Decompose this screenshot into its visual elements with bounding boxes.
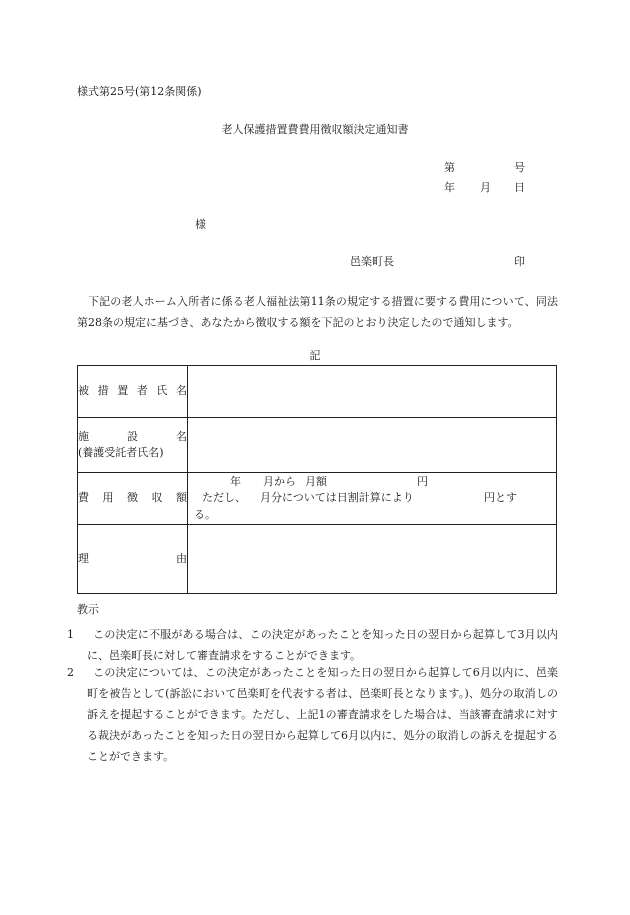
body-text: 下記の老人ホーム入所者に係る老人福祉法第11条の規定する措置に要する費用について、同法第28条の規定に基づき、あなたから徴収する額を下記のとおり決定したので通知します。: [77, 295, 558, 329]
doc-number-suffix: 号: [514, 161, 525, 174]
label-char: 名: [176, 429, 187, 443]
label-char: 収: [151, 491, 163, 505]
doc-number-label: 第: [444, 161, 455, 174]
label-fee-amount: [78, 473, 188, 525]
label-char: 徴: [127, 491, 138, 505]
label-char: 氏: [156, 384, 168, 398]
fee-daily-yen: 円とす: [484, 491, 517, 505]
fee-proviso: ただし、: [202, 491, 246, 505]
date-month: 月: [480, 181, 491, 194]
instruction-text: この決定については、この決定があったことを知った日の翌日から起算して6月以内に、邑楽町を被告として(訴訟において邑楽町を代表する者は、邑楽町長となります。)、処分の取消しの訴えを提起することができます。ただし、上記1の審査請求をした場合は、当該審査請求に対する裁決があったことを知った日の翌日から起算して6月以内に、処分の取消しの訴えを提起することができます。: [87, 666, 558, 763]
fee-monthly: 月額: [305, 474, 327, 488]
issuer-name: 邑楽町長: [350, 255, 394, 268]
instructions-heading: 教示: [77, 603, 99, 616]
table-row: [78, 418, 557, 473]
label-facility-sub: (養護受託者氏名): [78, 446, 164, 459]
table-row: [78, 525, 557, 594]
label-char: 施: [78, 429, 89, 443]
table-row: [78, 366, 557, 418]
label-reason: [78, 525, 188, 594]
fee-daily: 月分については日割計算により: [260, 491, 414, 505]
label-char: 設: [127, 429, 138, 443]
date-year: 年: [444, 181, 455, 194]
addressee-suffix: 様: [195, 218, 206, 231]
value-fee-amount[interactable]: [188, 473, 557, 525]
label-char: 由: [176, 551, 187, 565]
label-char: 理: [78, 551, 89, 565]
date-day: 日: [514, 181, 525, 194]
instruction-item-1: [67, 624, 558, 666]
fee-table: [77, 365, 557, 594]
label-char: 額: [176, 491, 187, 505]
form-number: 様式第25号(第12条関係): [77, 85, 202, 98]
label-insured-name: [78, 366, 188, 418]
label-char: 被: [78, 384, 89, 398]
fee-line-2: [188, 490, 556, 507]
seal-mark: 印: [514, 255, 525, 268]
value-reason[interactable]: [188, 525, 557, 594]
document-title: 老人保護措置費費用徴収額決定通知書: [221, 123, 409, 136]
fee-year: 年: [230, 474, 241, 488]
value-facility-name[interactable]: [188, 418, 557, 473]
instruction-text: この決定に不服がある場合は、この決定があったことを知った日の翌日から起算して3月以内に、邑楽町長に対して審査請求をすることができます。: [87, 628, 558, 662]
fee-line-1: [188, 474, 556, 491]
instruction-item-2: [67, 662, 558, 767]
label-char: 者: [136, 384, 148, 398]
label-char: 措: [97, 384, 109, 398]
label-char: 用: [102, 491, 114, 505]
value-insured-name[interactable]: [188, 366, 557, 418]
label-char: 名: [175, 384, 187, 398]
fee-line-3: る。: [194, 507, 216, 521]
label-char: 置: [117, 384, 129, 398]
label-facility-name: [78, 418, 188, 473]
label-char: 費: [78, 491, 89, 505]
ki-heading: 記: [309, 349, 321, 362]
fee-yen: 円: [417, 474, 428, 488]
fee-from-month: 月から: [263, 474, 296, 488]
table-row: [78, 473, 557, 525]
instruction-number: 1: [67, 628, 74, 641]
instruction-number: 2: [67, 666, 74, 679]
